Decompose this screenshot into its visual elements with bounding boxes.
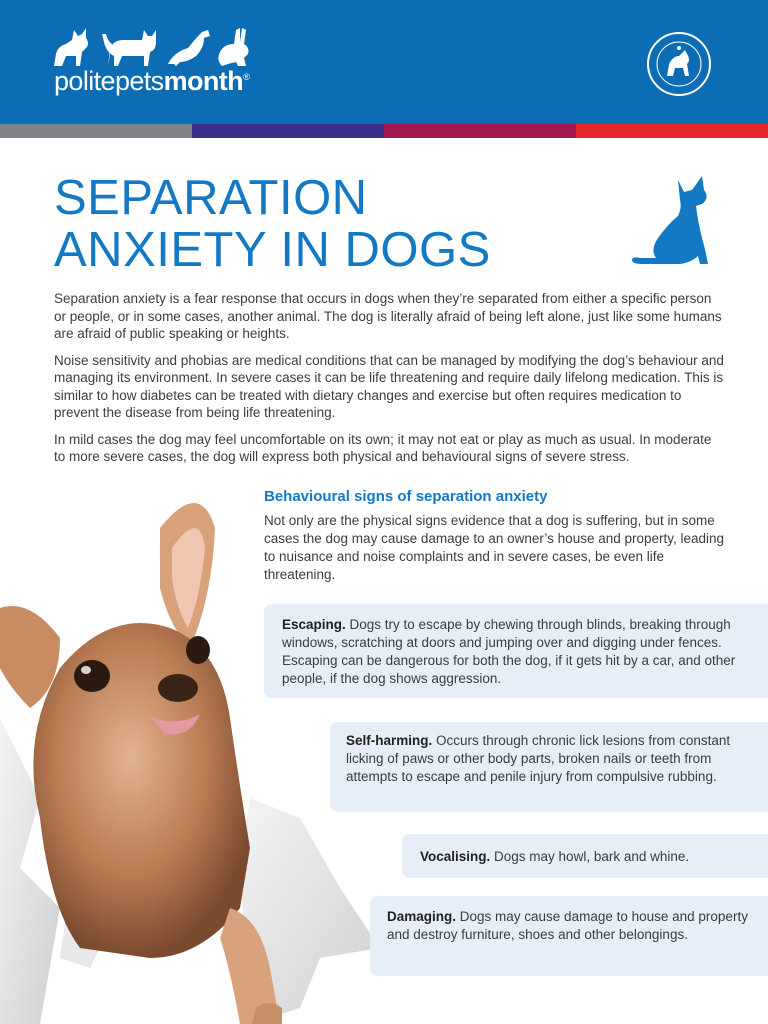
logo-prefix: polite bbox=[54, 66, 115, 96]
sign-self-harming-box bbox=[330, 722, 768, 812]
sign-text: Dogs may cause damage to house and property and destroy furniture, shoes and other belongings. bbox=[387, 909, 748, 942]
cat-icon bbox=[102, 30, 156, 66]
intro-paragraph-1: Separation anxiety is a fear response that occurs in dogs when they’re separated from either a specific person or people, or in some cases, another animal. The dog is literally afraid of being left alone, just like some humans are afraid of public speaking or heights. bbox=[54, 291, 722, 341]
sign-text: Dogs try to escape by chewing through blinds, breaking through windows, scratching at doors and jumping over and digging under fences. Escaping can be dangerous for both the dog, if it gets hit by a car, and other people, if the dog shows aggression. bbox=[282, 617, 736, 686]
sign-lead: Damaging. bbox=[387, 909, 457, 924]
logo-wordmark bbox=[54, 66, 249, 97]
logo-middle: pets bbox=[114, 66, 164, 96]
stripe-grey bbox=[0, 124, 192, 138]
page-title bbox=[54, 172, 491, 276]
sign-lead: Vocalising. bbox=[420, 849, 491, 864]
title-line-1: SEPARATION bbox=[54, 171, 368, 225]
sign-escaping-box bbox=[264, 604, 768, 698]
intro-text bbox=[54, 290, 724, 475]
rabbit-icon bbox=[218, 28, 248, 66]
sign-vocalising-box bbox=[402, 834, 768, 878]
header-banner bbox=[0, 0, 768, 124]
intro-paragraph-3: In mild cases the dog may feel uncomfortable on its own; it may not eat or play as much as usual. In moderate to more severe cases, the dog will express both physical and behavioural signs of severe stress. bbox=[54, 431, 712, 464]
sitting-dog-icon bbox=[628, 176, 718, 268]
bird-icon bbox=[168, 30, 210, 66]
registered-mark: ® bbox=[243, 72, 250, 82]
logo-animals bbox=[52, 24, 252, 68]
dog-icon bbox=[54, 28, 88, 66]
sign-text: Occurs through chronic lick lesions from constant licking of paws or other body parts, broken nails or teeth from attempts to escape and penile injury from compulsive rubbing. bbox=[346, 733, 731, 784]
section-heading: Behavioural signs of separation anxiety bbox=[264, 488, 548, 505]
sign-lead: Self-harming. bbox=[346, 733, 433, 748]
sign-text: Dogs may howl, bark and whine. bbox=[490, 849, 690, 864]
stripe-red bbox=[576, 124, 768, 138]
section-body: Not only are the physical signs evidence that a dog is suffering, but in some cases the dog may cause damage to an owner’s house and property, leading to nuisance and noise complaints and in severe cases, be even life threatening. bbox=[264, 513, 725, 582]
title-line-2: ANXIETY IN DOGS bbox=[54, 223, 491, 277]
color-stripe-bar bbox=[0, 124, 768, 138]
ava-seal-icon bbox=[645, 30, 713, 98]
logo-suffix: month bbox=[163, 66, 244, 96]
sign-lead: Escaping. bbox=[282, 617, 346, 632]
stripe-magenta bbox=[384, 124, 576, 138]
intro-paragraph-2: Noise sensitivity and phobias are medical conditions that can be managed by modifying the dog’s behaviour and managing its environment. In severe cases it can be life threatening and require daily lifelong medication. This is similar to how diabetes can be treated with dietary changes and exercise but often requires medication to prevent the disease from being life threatening. bbox=[54, 352, 724, 420]
sign-damaging-box bbox=[370, 896, 768, 976]
stripe-purple bbox=[192, 124, 384, 138]
